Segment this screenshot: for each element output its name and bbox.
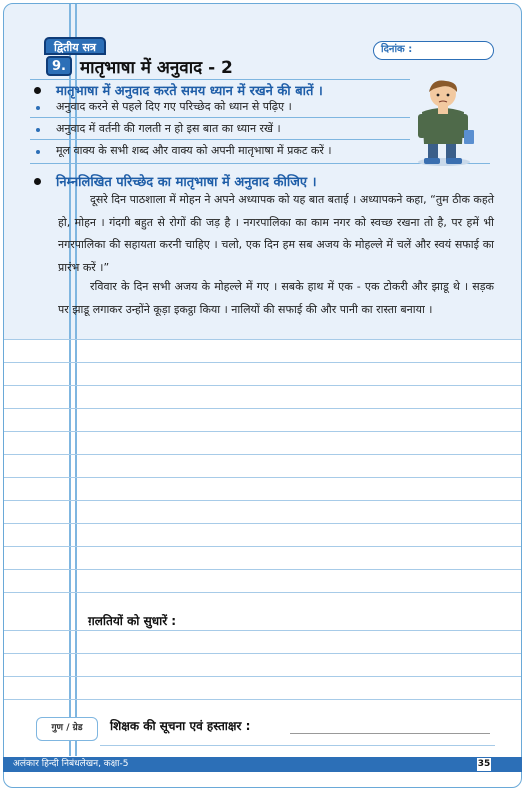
book-title: अलंकार हिन्दी निबंधलेखन, कक्षा-5 — [13, 759, 129, 769]
bullet-icon — [36, 150, 40, 154]
session-tab: द्वितीय सत्र — [44, 37, 106, 55]
writing-line[interactable] — [4, 362, 521, 363]
writing-line[interactable] — [4, 339, 521, 340]
tip-item: अनुवाद करने से पहले दिए गए परिच्छेद को ध्यान से पढ़िए । — [56, 100, 292, 113]
passage-text: दूसरे दिन पाठशाला में मोहन ने अपने अध्यापक को यह बात बताई । अध्यापकने कहा, “तुम ठीक कहते हो, मोहन । गंदगी बहुत से रोगों की जड़ है । नगरपालिका का काम नगर को स्वच्छ रखना तो है, पर हमें भी नगरपालिका की सहायता करनी चाहिए । चलो, एक दिन हम सब अजय के मोहल्ले में चलें और स्वयं सफाई का प्रारंभ करें ।” — [58, 193, 494, 274]
writing-line[interactable] — [4, 699, 521, 700]
writing-line[interactable] — [4, 454, 521, 455]
footer-bar — [3, 757, 522, 772]
bullet-icon — [34, 87, 41, 94]
writing-line[interactable] — [4, 546, 521, 547]
bullet-icon — [34, 178, 41, 185]
writing-line[interactable] — [4, 676, 521, 677]
bullet-icon — [36, 128, 40, 132]
passage-text: रविवार के दिन सभी अजय के मोहल्ले में गए । सबके हाथ में एक - एक टोकरी और झाडू थे । सड़क पर झाडू लगाकर उन्होंने कूड़ा इकट्ठा किया । नालियों की सफाई की और पानी का रास्ता बनाया । — [58, 280, 494, 316]
tip-item: मूल वाक्य के सभी शब्द और वाक्य को अपनी मातृभाषा में प्रकट करें । — [56, 144, 332, 157]
teacher-signature-label: शिक्षक की सूचना एवं हस्ताक्षर : — [110, 719, 251, 733]
writing-line[interactable] — [4, 592, 521, 593]
writing-line[interactable] — [4, 500, 521, 501]
writing-line[interactable] — [4, 431, 521, 432]
writing-line[interactable] — [100, 745, 495, 746]
exercise-instruction: निम्नलिखित परिच्छेद का मातृभाषा में अनुवाद कीजिए । — [56, 175, 317, 190]
passage-paragraph-2 — [58, 276, 494, 321]
tips-heading: मातृभाषा में अनुवाद करते समय ध्यान में रखने की बातें । — [56, 84, 323, 99]
signature-line[interactable] — [290, 733, 490, 734]
writing-line[interactable] — [4, 477, 521, 478]
grade-box[interactable]: गुण / ग्रेड — [36, 717, 98, 741]
writing-line[interactable] — [4, 523, 521, 524]
corrections-heading: ग़लतियों को सुधारें : — [88, 614, 177, 628]
lesson-title: मातृभाषा में अनुवाद - 2 — [80, 58, 233, 78]
passage-paragraph-1 — [58, 189, 494, 279]
writing-line[interactable] — [4, 408, 521, 409]
boy-illustration — [410, 78, 478, 166]
divider — [30, 139, 410, 140]
divider — [30, 117, 410, 118]
writing-line[interactable] — [4, 653, 521, 654]
tip-item: अनुवाद में वर्तनी की गलती न हो इस बात का ध्यान रखें । — [56, 122, 281, 135]
writing-line[interactable] — [4, 569, 521, 570]
writing-line[interactable] — [4, 385, 521, 386]
writing-line[interactable] — [4, 630, 521, 631]
page-number: 35 — [476, 757, 492, 772]
date-field[interactable]: दिनांक : — [373, 41, 494, 60]
lesson-number-badge: 9. — [46, 56, 72, 76]
divider — [30, 79, 410, 80]
bullet-icon — [36, 106, 40, 110]
